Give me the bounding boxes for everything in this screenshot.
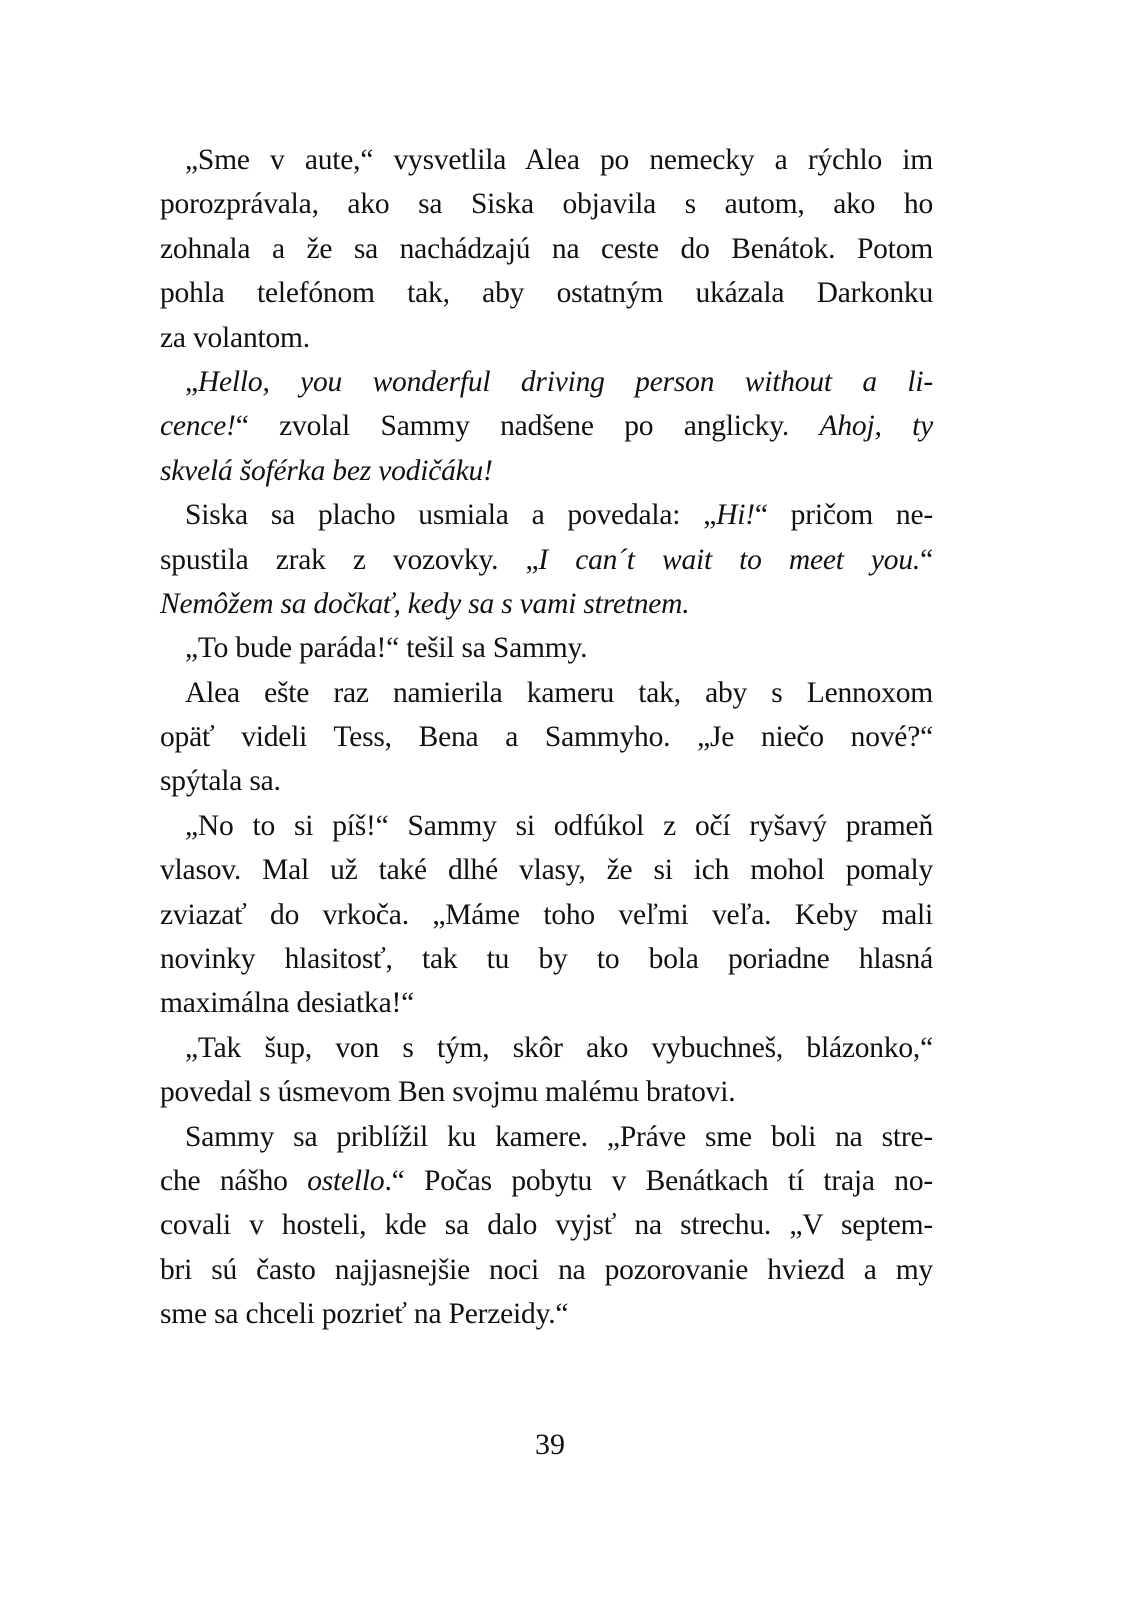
text-line [160,715,933,759]
text-line [160,1292,933,1336]
text-line [160,316,933,360]
italic-text: I can´t wait to meet you. [538,543,921,576]
text-line [160,1159,933,1203]
text-span: spýtala sa. [160,765,281,798]
text-line [160,893,933,937]
text-line [160,538,933,582]
text-line [160,671,933,715]
text-span: “ [920,543,933,576]
text-line [160,981,933,1025]
text-span: porozprávala, ako sa Siska objavila s autom, ako ho [160,188,933,221]
text-span: „To bude paráda!“ tešil sa Sammy. [185,632,588,665]
italic-text: ostello [307,1164,385,1197]
text-line [160,182,933,226]
text-span: zviazať do vrkoča. „Máme toho veľmi veľa. Keby mali [160,898,933,931]
text-line [160,759,933,803]
text-span: „No to si píš!“ Sammy si odfúkol z očí ryšavý prameň [185,809,933,842]
text-line [160,493,933,537]
text-span: “ zvolal Sammy nadšene po anglicky. [235,410,820,443]
italic-text: skvelá šoférka bez vodičáku! [160,454,493,487]
text-span: maximálna desiatka!“ [160,987,415,1020]
italic-text: Hello, you wonderful driving person without a li- [197,365,933,398]
text-line [160,937,933,981]
text-line [160,804,933,848]
text-line [160,1248,933,1292]
italic-text: Nemôžem sa dočkať, kedy sa s vami stretnem. [160,587,690,620]
page-number: 39 [535,1428,565,1461]
text-span: .“ Počas pobytu v Benátkach tí traja no- [384,1164,934,1197]
text-line [160,1203,933,1247]
text-line [160,626,933,670]
text-span: opäť videli Tess, Bena a Sammyho. „Je niečo nové?“ [160,721,933,754]
text-span: „Sme v aute,“ vysvetlila Alea po nemecky a rýchlo im [185,144,933,176]
text-span: povedal s úsmevom Ben svojmu malému bratovi. [160,1076,736,1109]
text-span: Alea ešte raz namierila kameru tak, aby s Lennoxom [185,676,933,709]
text-line [160,271,933,315]
text-line [160,449,933,493]
text-line [160,848,933,892]
text-span: Sammy sa priblížil ku kamere. „Práve sme boli na stre- [185,1120,933,1153]
text-span: zohnala a že sa nachádzajú na ceste do Benátok. Potom [160,232,933,265]
text-span: che nášho [160,1164,308,1197]
text-span: pohla telefónom tak, aby ostatným ukázala Darkonku [160,277,933,310]
text-line [160,1070,933,1114]
text-line [160,404,933,448]
text-span: covali v hosteli, kde sa dalo vyjsť na strechu. „V septem- [160,1209,933,1242]
text-span: bri sú často najjasnejšie noci na pozorovanie hviezd a my [160,1253,933,1286]
text-line [160,227,933,271]
text-span: „ [185,365,198,398]
body-text [160,138,933,1337]
text-line [160,1026,933,1070]
text-line [160,360,933,404]
text-line [160,138,933,182]
text-line [160,1115,933,1159]
italic-text: Ahoj, ty [819,410,933,443]
text-span: „Tak šup, von s tým, skôr ako vybuchneš, blázonko,“ [185,1031,933,1064]
text-span: sme sa chceli pozrieť na Perzeidy.“ [160,1298,569,1331]
italic-text: Hi! [716,499,755,532]
text-span: “ pričom ne- [754,499,933,532]
text-span: za volantom. [160,321,310,354]
text-span: novinky hlasitosť, tak tu by to bola poriadne hlasná [160,943,933,976]
text-span: Siska sa placho usmiala a povedala: „ [185,499,717,532]
text-line [160,582,933,626]
text-span: vlasov. Mal už také dlhé vlasy, že si ich mohol pomaly [160,854,933,887]
text-span: spustila zrak z vozovky. „ [160,543,539,576]
italic-text: cence! [160,410,236,443]
